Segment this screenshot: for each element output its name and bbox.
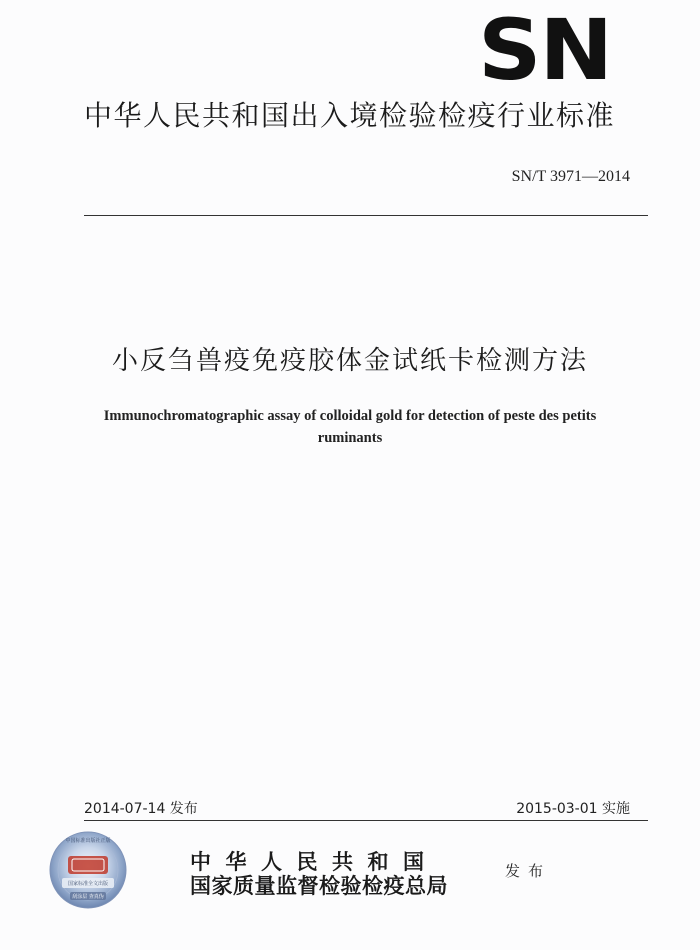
issue-date: 2014-07-14 发布	[84, 801, 198, 817]
anti-counterfeit-stamp-icon	[48, 830, 128, 910]
publisher-line-2: 国家质量监督检验检疫总局	[190, 873, 448, 898]
stamp-text: 刮涂层 查真伪	[72, 894, 104, 900]
organization-title: 中华人民共和国出入境检验检疫行业标准	[84, 99, 616, 132]
top-divider	[84, 215, 648, 216]
release-label: 发布	[505, 862, 552, 880]
standard-code: SN/T 3971—2014	[511, 168, 630, 185]
sn-logo: SN	[478, 1, 612, 99]
stamp-text: 中国标准出版社正版	[65, 838, 111, 844]
document-title-en: Immunochromatographic assay of colloidal gold for detection of peste des petits ruminants	[103, 408, 597, 446]
document-title-zh: 小反刍兽疫免疫胶体金试纸卡检测方法	[111, 346, 588, 376]
publisher-line-1: 中华人民共和国	[190, 849, 439, 874]
stamp-text: 国家标准全文出版	[67, 881, 109, 887]
publisher-block	[190, 850, 448, 898]
bottom-divider	[84, 820, 648, 821]
implementation-date: 2015-03-01 实施	[516, 801, 630, 817]
